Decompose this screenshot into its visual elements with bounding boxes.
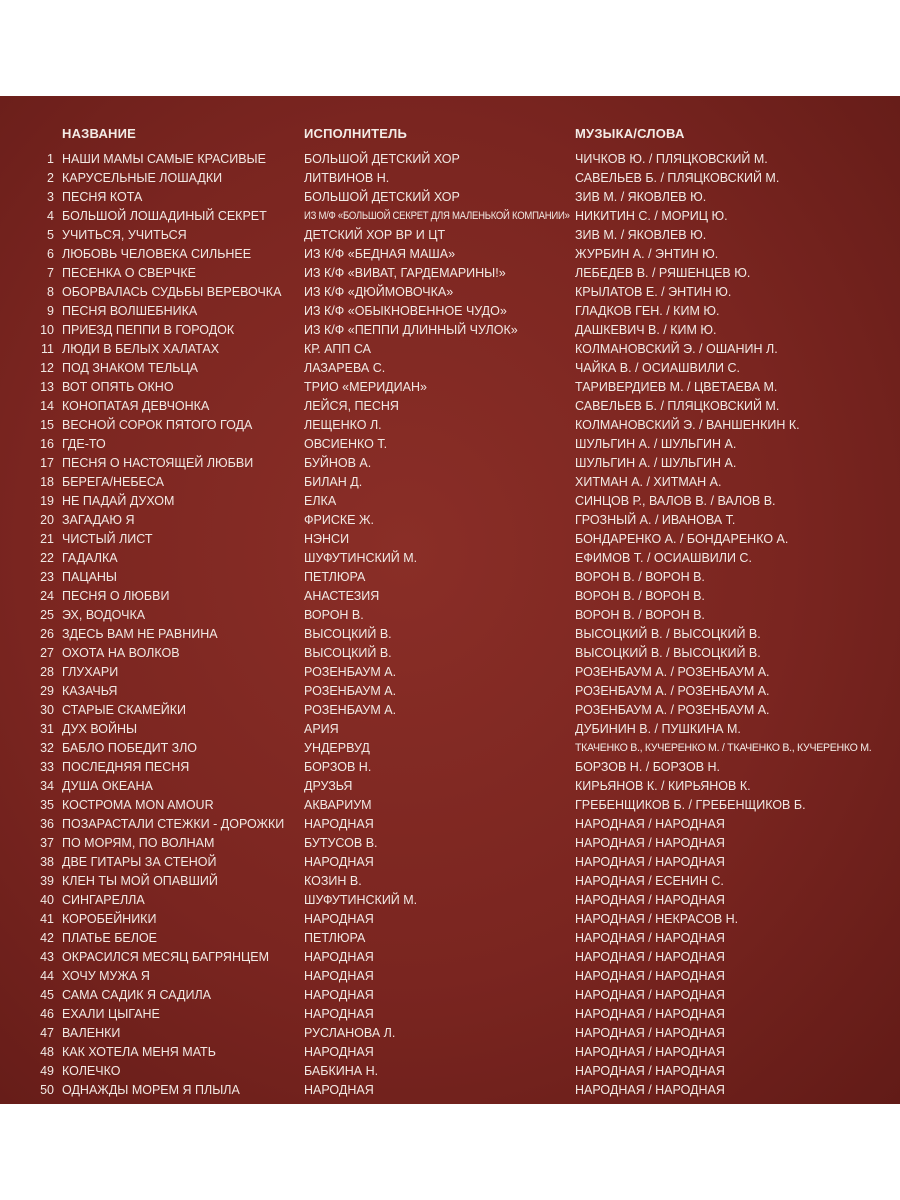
track-row [0, 549, 900, 568]
track-artist: ДЕТСКИЙ ХОР ВР И ЦТ [304, 228, 446, 242]
track-row [0, 397, 900, 416]
track-title: ГДЕ-ТО [62, 437, 106, 451]
track-row [0, 758, 900, 777]
track-number: 47 [40, 1026, 54, 1040]
track-row [0, 435, 900, 454]
track-credits: РОЗЕНБАУМ А. / РОЗЕНБАУМ А. [575, 684, 770, 698]
track-credits: ГЛАДКОВ ГЕН. / КИМ Ю. [575, 304, 720, 318]
track-number: 46 [40, 1007, 54, 1021]
track-artist: ФРИСКЕ Ж. [304, 513, 374, 527]
track-credits: НАРОДНАЯ / НАРОДНАЯ [575, 855, 725, 869]
track-row [0, 511, 900, 530]
track-title: КАК ХОТЕЛА МЕНЯ МАТЬ [62, 1045, 216, 1059]
track-artist: НАРОДНАЯ [304, 950, 374, 964]
track-credits: НАРОДНАЯ / НАРОДНАЯ [575, 836, 725, 850]
track-row [0, 1043, 900, 1062]
track-row [0, 492, 900, 511]
track-number: 42 [40, 931, 54, 945]
track-title: КОНОПАТАЯ ДЕВЧОНКА [62, 399, 210, 413]
track-credits: СИНЦОВ Р., ВАЛОВ В. / ВАЛОВ В. [575, 494, 776, 508]
header-artist: ИСПОЛНИТЕЛЬ [304, 126, 407, 141]
track-row [0, 530, 900, 549]
track-artist: БУЙНОВ А. [304, 456, 372, 470]
track-row [0, 302, 900, 321]
track-artist: АНАСТЕЗИЯ [304, 589, 380, 603]
track-number: 43 [40, 950, 54, 964]
track-credits: НАРОДНАЯ / НАРОДНАЯ [575, 969, 725, 983]
track-credits: НАРОДНАЯ / НАРОДНАЯ [575, 1007, 725, 1021]
track-artist: ВЫСОЦКИЙ В. [304, 646, 392, 660]
track-number: 25 [40, 608, 54, 622]
track-row [0, 169, 900, 188]
track-artist: НЭНСИ [304, 532, 350, 546]
track-title: ПЕСНЯ О НАСТОЯЩЕЙ ЛЮБВИ [62, 456, 254, 470]
track-row [0, 701, 900, 720]
track-row [0, 872, 900, 891]
track-credits: НАРОДНАЯ / НАРОДНАЯ [575, 1083, 725, 1097]
track-title: ПОСЛЕДНЯЯ ПЕСНЯ [62, 760, 190, 774]
track-artist: РОЗЕНБАУМ А. [304, 703, 397, 717]
track-artist: БУТУСОВ В. [304, 836, 378, 850]
track-number: 3 [47, 190, 54, 204]
track-row [0, 777, 900, 796]
track-credits: ЖУРБИН А. / ЭНТИН Ю. [575, 247, 719, 261]
track-credits: ГРЕБЕНЩИКОВ Б. / ГРЕБЕНЩИКОВ Б. [575, 798, 806, 812]
track-title: БОЛЬШОЙ ЛОШАДИНЫЙ СЕКРЕТ [62, 209, 267, 223]
track-title: ПЛАТЬЕ БЕЛОЕ [62, 931, 158, 945]
track-artist: БОЛЬШОЙ ДЕТСКИЙ ХОР [304, 152, 460, 166]
track-credits: ВЫСОЦКИЙ В. / ВЫСОЦКИЙ В. [575, 627, 761, 641]
track-artist: КР. АПП СА [304, 342, 371, 356]
track-row [0, 568, 900, 587]
track-artist: ДРУЗЬЯ [304, 779, 353, 793]
track-number: 10 [40, 323, 54, 337]
track-artist: НАРОДНАЯ [304, 969, 374, 983]
track-title: КЛЕН ТЫ МОЙ ОПАВШИЙ [62, 874, 218, 888]
track-title: ПРИЕЗД ПЕППИ В ГОРОДОК [62, 323, 235, 337]
track-credits: ВЫСОЦКИЙ В. / ВЫСОЦКИЙ В. [575, 646, 761, 660]
track-row [0, 340, 900, 359]
track-title: БАБЛО ПОБЕДИТ ЗЛО [62, 741, 198, 755]
track-number: 32 [40, 741, 54, 755]
track-row [0, 1024, 900, 1043]
track-number: 27 [40, 646, 54, 660]
header-credits: МУЗЫКА/СЛОВА [575, 126, 685, 141]
track-row [0, 245, 900, 264]
track-artist: ЕЛКА [304, 494, 337, 508]
track-title: ПЕСЕНКА О СВЕРЧКЕ [62, 266, 196, 280]
track-artist: НАРОДНАЯ [304, 1007, 374, 1021]
track-credits: САВЕЛЬЕВ Б. / ПЛЯЦКОВСКИЙ М. [575, 171, 780, 185]
track-number: 33 [40, 760, 54, 774]
track-title: КАЗАЧЬЯ [62, 684, 118, 698]
track-number: 23 [40, 570, 54, 584]
track-title: ПАЦАНЫ [62, 570, 117, 584]
track-credits: НАРОДНАЯ / ЕСЕНИН С. [575, 874, 724, 888]
track-number: 37 [40, 836, 54, 850]
track-row [0, 1062, 900, 1081]
track-credits: ДУБИНИН В. / ПУШКИНА М. [575, 722, 741, 736]
track-title: ВАЛЕНКИ [62, 1026, 121, 1040]
track-row [0, 473, 900, 492]
track-artist: НАРОДНАЯ [304, 988, 374, 1002]
track-artist: ИЗ К/Ф «ПЕППИ ДЛИННЫЙ ЧУЛОК» [304, 323, 518, 337]
track-credits: ГРОЗНЫЙ А. / ИВАНОВА Т. [575, 513, 736, 527]
track-credits: ШУЛЬГИН А. / ШУЛЬГИН А. [575, 437, 737, 451]
track-row [0, 910, 900, 929]
track-number: 34 [40, 779, 54, 793]
track-title: НЕ ПАДАЙ ДУХОМ [62, 494, 175, 508]
track-title: ДУША ОКЕАНА [62, 779, 153, 793]
track-row [0, 1081, 900, 1100]
track-artist: ЛАЗАРЕВА С. [304, 361, 386, 375]
track-number: 41 [40, 912, 54, 926]
track-artist: УНДЕРВУД [304, 741, 370, 755]
track-credits: ТАРИВЕРДИЕВ М. / ЦВЕТАЕВА М. [575, 380, 778, 394]
track-credits: НАРОДНАЯ / НАРОДНАЯ [575, 893, 725, 907]
track-title: КОЛЕЧКО [62, 1064, 121, 1078]
track-number: 18 [40, 475, 54, 489]
track-credits: НАРОДНАЯ / НАРОДНАЯ [575, 950, 725, 964]
track-number: 13 [40, 380, 54, 394]
track-row [0, 929, 900, 948]
track-number: 31 [40, 722, 54, 736]
track-title: ПЕСНЯ КОТА [62, 190, 143, 204]
track-title: ОБОРВАЛАСЬ СУДЬБЫ ВЕРЕВОЧКА [62, 285, 282, 299]
track-credits: НАРОДНАЯ / НАРОДНАЯ [575, 817, 725, 831]
track-title: ДВЕ ГИТАРЫ ЗА СТЕНОЙ [62, 855, 217, 869]
track-artist: АРИЯ [304, 722, 339, 736]
track-artist: ПЕТЛЮРА [304, 931, 366, 945]
track-number: 17 [40, 456, 54, 470]
track-row [0, 682, 900, 701]
track-credits: ЧИЧКОВ Ю. / ПЛЯЦКОВСКИЙ М. [575, 152, 768, 166]
track-credits: ВОРОН В. / ВОРОН В. [575, 589, 705, 603]
track-number: 50 [40, 1083, 54, 1097]
track-title: СИНГАРЕЛЛА [62, 893, 145, 907]
track-number: 26 [40, 627, 54, 641]
track-number: 39 [40, 874, 54, 888]
track-row [0, 967, 900, 986]
track-number: 29 [40, 684, 54, 698]
track-number: 7 [47, 266, 54, 280]
track-title: ОДНАЖДЫ МОРЕМ Я ПЛЫЛА [62, 1083, 240, 1097]
track-number: 15 [40, 418, 54, 432]
track-number: 9 [47, 304, 54, 318]
track-credits: ЗИВ М. / ЯКОВЛЕВ Ю. [575, 190, 707, 204]
track-title: ДУХ ВОЙНЫ [62, 722, 138, 736]
track-number: 28 [40, 665, 54, 679]
track-artist: РОЗЕНБАУМ А. [304, 665, 397, 679]
track-credits: НАРОДНАЯ / НАРОДНАЯ [575, 988, 725, 1002]
track-title: УЧИТЬСЯ, УЧИТЬСЯ [62, 228, 187, 242]
track-row [0, 891, 900, 910]
track-artist: РУСЛАНОВА Л. [304, 1026, 396, 1040]
track-number: 11 [41, 342, 54, 356]
track-row [0, 264, 900, 283]
track-credits: ДАШКЕВИЧ В. / КИМ Ю. [575, 323, 717, 337]
track-title: ПО МОРЯМ, ПО ВОЛНАМ [62, 836, 215, 850]
track-artist: НАРОДНАЯ [304, 912, 374, 926]
track-title: ЗДЕСЬ ВАМ НЕ РАВНИНА [62, 627, 218, 641]
tracklist-panel [0, 96, 900, 1104]
track-title: ПОД ЗНАКОМ ТЕЛЬЦА [62, 361, 198, 375]
track-number: 14 [40, 399, 54, 413]
track-number: 12 [40, 361, 54, 375]
track-row [0, 853, 900, 872]
track-credits: БОНДАРЕНКО А. / БОНДАРЕНКО А. [575, 532, 789, 546]
track-number: 35 [40, 798, 54, 812]
track-title: КОСТРОМА MON AMOUR [62, 798, 214, 812]
track-number: 38 [40, 855, 54, 869]
track-artist: ИЗ К/Ф «ОБЫКНОВЕННОЕ ЧУДО» [304, 304, 507, 318]
track-row [0, 378, 900, 397]
track-title: ПЕСНЯ О ЛЮБВИ [62, 589, 170, 603]
track-title: ВОТ ОПЯТЬ ОКНО [62, 380, 174, 394]
track-title: ЭХ, ВОДОЧКА [62, 608, 146, 622]
track-row [0, 283, 900, 302]
track-title: КОРОБЕЙНИКИ [62, 912, 157, 926]
track-row [0, 986, 900, 1005]
track-row [0, 625, 900, 644]
track-credits: ШУЛЬГИН А. / ШУЛЬГИН А. [575, 456, 737, 470]
track-credits: ЗИВ М. / ЯКОВЛЕВ Ю. [575, 228, 707, 242]
tracklist [0, 150, 900, 1100]
track-artist: БОЛЬШОЙ ДЕТСКИЙ ХОР [304, 190, 460, 204]
track-artist: НАРОДНАЯ [304, 855, 374, 869]
track-artist: БАБКИНА Н. [304, 1064, 379, 1078]
track-number: 30 [40, 703, 54, 717]
track-title: ХОЧУ МУЖА Я [62, 969, 150, 983]
track-title: ЛЮДИ В БЕЛЫХ ХАЛАТАХ [62, 342, 220, 356]
track-credits: ВОРОН В. / ВОРОН В. [575, 570, 705, 584]
track-number: 4 [47, 209, 54, 223]
track-number: 36 [40, 817, 54, 831]
track-row [0, 796, 900, 815]
track-row [0, 321, 900, 340]
track-row [0, 815, 900, 834]
track-title: ВЕСНОЙ СОРОК ПЯТОГО ГОДА [62, 418, 253, 432]
track-row [0, 587, 900, 606]
track-row [0, 454, 900, 473]
track-credits: КОЛМАНОВСКИЙ Э. / ВАНШЕНКИН К. [575, 418, 800, 432]
track-row [0, 644, 900, 663]
track-credits: НАРОДНАЯ / НЕКРАСОВ Н. [575, 912, 739, 926]
track-title: ПЕСНЯ ВОЛШЕБНИКА [62, 304, 198, 318]
track-artist: ЛЕЩЕНКО Л. [304, 418, 382, 432]
track-artist: ЛЕЙСЯ, ПЕСНЯ [304, 399, 399, 413]
track-title: ЗАГАДАЮ Я [62, 513, 135, 527]
track-number: 45 [40, 988, 54, 1002]
track-artist: ШУФУТИНСКИЙ М. [304, 893, 418, 907]
track-number: 16 [40, 437, 54, 451]
track-artist: ВОРОН В. [304, 608, 364, 622]
track-credits: НАРОДНАЯ / НАРОДНАЯ [575, 1064, 725, 1078]
track-artist: ПЕТЛЮРА [304, 570, 366, 584]
track-credits: НИКИТИН С. / МОРИЦ Ю. [575, 209, 728, 223]
track-row [0, 739, 900, 758]
track-title: СТАРЫЕ СКАМЕЙКИ [62, 703, 187, 717]
track-credits: САВЕЛЬЕВ Б. / ПЛЯЦКОВСКИЙ М. [575, 399, 780, 413]
track-row [0, 359, 900, 378]
track-title: ГАДАЛКА [62, 551, 118, 565]
track-title: ЕХАЛИ ЦЫГАНЕ [62, 1007, 160, 1021]
track-number: 21 [40, 532, 54, 546]
track-credits: НАРОДНАЯ / НАРОДНАЯ [575, 1026, 725, 1040]
track-credits: РОЗЕНБАУМ А. / РОЗЕНБАУМ А. [575, 703, 770, 717]
track-artist: ЛИТВИНОВ Н. [304, 171, 390, 185]
track-artist: БОРЗОВ Н. [304, 760, 372, 774]
track-number: 8 [47, 285, 54, 299]
track-artist: ОВСИЕНКО Т. [304, 437, 388, 451]
track-title: ГЛУХАРИ [62, 665, 119, 679]
track-artist: ИЗ К/Ф «ВИВАТ, ГАРДЕМАРИНЫ!» [304, 266, 506, 280]
track-row [0, 834, 900, 853]
track-credits: КОЛМАНОВСКИЙ Э. / ОШАНИН Л. [575, 342, 778, 356]
track-credits: ЧАЙКА В. / ОСИАШВИЛИ С. [575, 361, 740, 375]
track-artist: РОЗЕНБАУМ А. [304, 684, 397, 698]
track-number: 19 [40, 494, 54, 508]
track-artist: НАРОДНАЯ [304, 1045, 374, 1059]
track-artist: КОЗИН В. [304, 874, 362, 888]
track-number: 48 [40, 1045, 54, 1059]
track-row [0, 226, 900, 245]
track-credits: КРЫЛАТОВ Е. / ЭНТИН Ю. [575, 285, 732, 299]
track-title: ОКРАСИЛСЯ МЕСЯЦ БАГРЯНЦЕМ [62, 950, 269, 964]
track-artist: ИЗ К/Ф «ДЮЙМОВОЧКА» [304, 285, 454, 299]
track-row [0, 207, 900, 226]
track-number: 40 [40, 893, 54, 907]
track-row [0, 188, 900, 207]
track-credits: ВОРОН В. / ВОРОН В. [575, 608, 705, 622]
track-artist: БИЛАН Д. [304, 475, 363, 489]
track-credits: ЛЕБЕДЕВ В. / РЯШЕНЦЕВ Ю. [575, 266, 751, 280]
track-credits: ХИТМАН А. / ХИТМАН А. [575, 475, 722, 489]
track-number: 49 [40, 1064, 54, 1078]
track-artist: НАРОДНАЯ [304, 817, 374, 831]
track-artist: ШУФУТИНСКИЙ М. [304, 551, 418, 565]
track-credits: РОЗЕНБАУМ А. / РОЗЕНБАУМ А. [575, 665, 770, 679]
track-credits: ТКАЧЕНКО В., КУЧЕРЕНКО М. / ТКАЧЕНКО В., КУЧЕРЕНКО М. [575, 742, 872, 754]
track-credits: БОРЗОВ Н. / БОРЗОВ Н. [575, 760, 721, 774]
track-row [0, 150, 900, 169]
track-number: 6 [47, 247, 54, 261]
track-row [0, 720, 900, 739]
track-title: НАШИ МАМЫ САМЫЕ КРАСИВЫЕ [62, 152, 266, 166]
track-credits: ЕФИМОВ Т. / ОСИАШВИЛИ С. [575, 551, 752, 565]
track-credits: НАРОДНАЯ / НАРОДНАЯ [575, 1045, 725, 1059]
track-row [0, 606, 900, 625]
track-artist: НАРОДНАЯ [304, 1083, 374, 1097]
track-title: ОХОТА НА ВОЛКОВ [62, 646, 180, 660]
track-number: 1 [47, 152, 54, 166]
track-title: ЧИСТЫЙ ЛИСТ [62, 532, 153, 546]
track-title: КАРУСЕЛЬНЫЕ ЛОШАДКИ [62, 171, 223, 185]
track-row [0, 416, 900, 435]
track-title: БЕРЕГА/НЕБЕСА [62, 475, 164, 489]
track-row [0, 948, 900, 967]
track-number: 24 [40, 589, 54, 603]
track-number: 22 [40, 551, 54, 565]
header-title: НАЗВАНИЕ [62, 126, 137, 141]
track-artist: ТРИО «МЕРИДИАН» [304, 380, 427, 394]
track-number: 20 [40, 513, 54, 527]
track-number: 2 [47, 171, 54, 185]
track-artist: ИЗ К/Ф «БЕДНАЯ МАША» [304, 247, 456, 261]
track-row [0, 663, 900, 682]
track-number: 44 [40, 969, 54, 983]
track-row [0, 1005, 900, 1024]
track-artist: АКВАРИУМ [304, 798, 372, 812]
track-artist: ВЫСОЦКИЙ В. [304, 627, 392, 641]
track-title: ПОЗАРАСТАЛИ СТЕЖКИ - ДОРОЖКИ [62, 817, 285, 831]
track-title: ЛЮБОВЬ ЧЕЛОВЕКА СИЛЬНЕЕ [62, 247, 252, 261]
track-credits: НАРОДНАЯ / НАРОДНАЯ [575, 931, 725, 945]
track-credits: КИРЬЯНОВ К. / КИРЬЯНОВ К. [575, 779, 751, 793]
track-artist: ИЗ М/Ф «БОЛЬШОЙ СЕКРЕТ ДЛЯ МАЛЕНЬКОЙ КОМПАНИИ» [304, 210, 570, 222]
track-number: 5 [47, 228, 54, 242]
track-title: САМА САДИК Я САДИЛА [62, 988, 212, 1002]
